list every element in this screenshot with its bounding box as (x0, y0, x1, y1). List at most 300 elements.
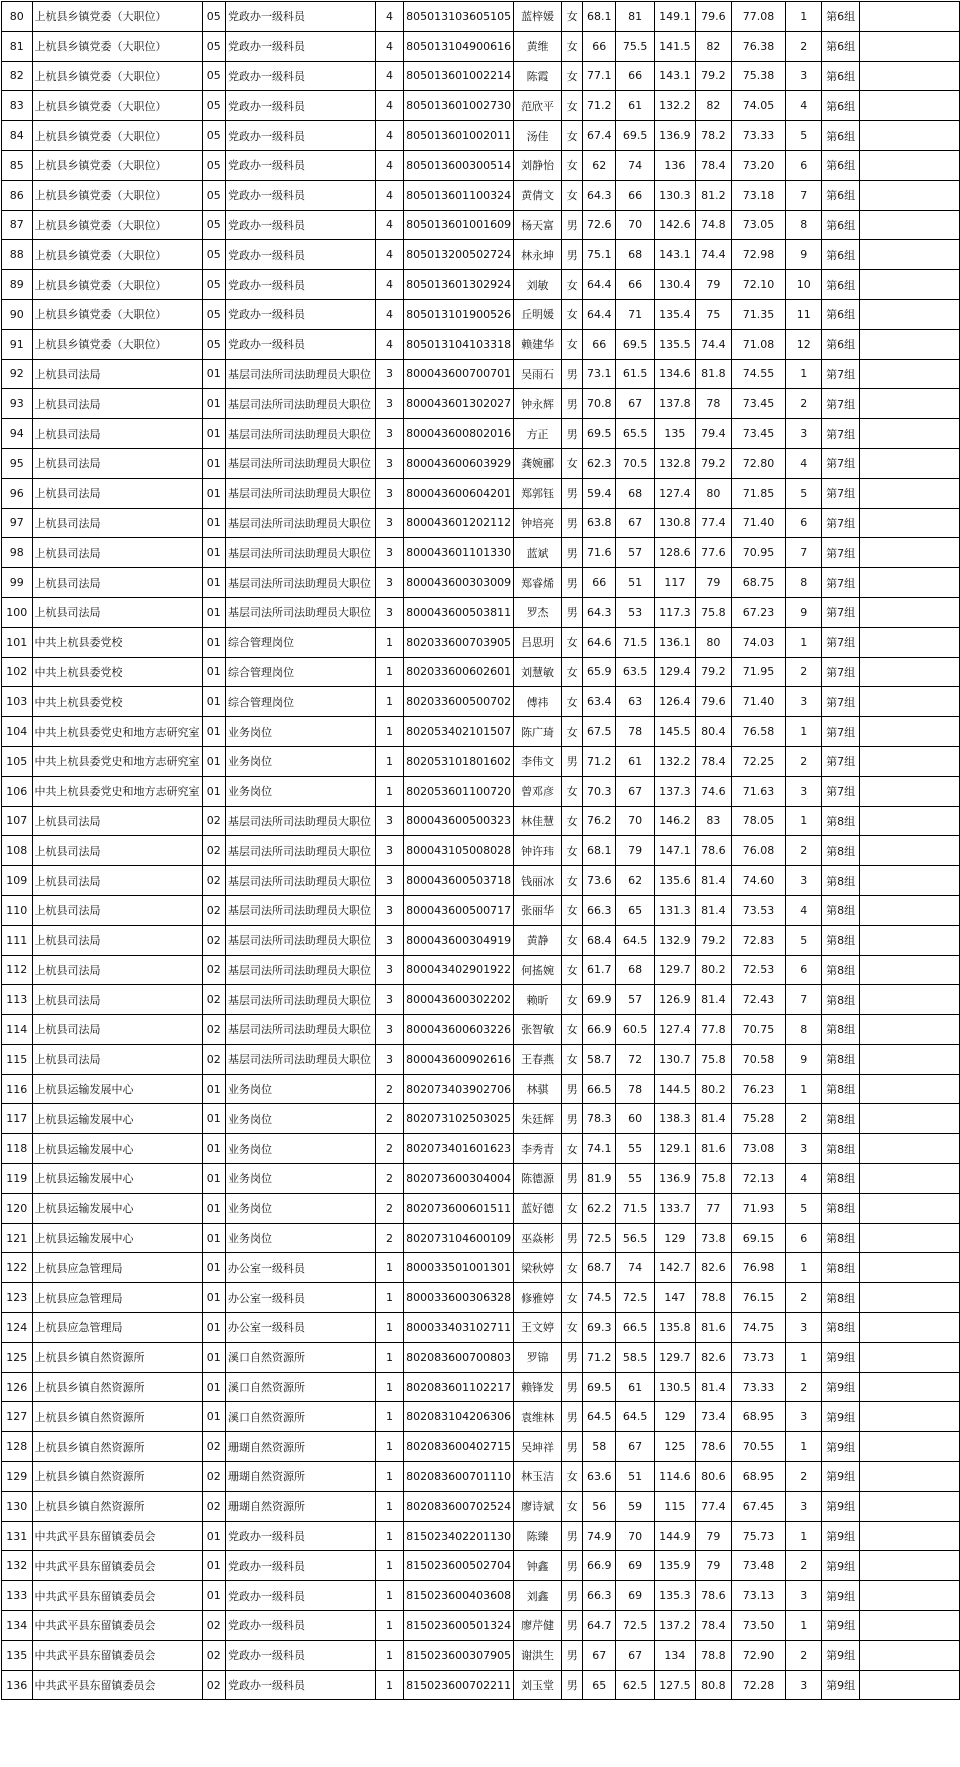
gender-cell: 男 (562, 1521, 583, 1551)
interview-score-cell: 79 (695, 270, 731, 300)
position-code-cell: 01 (202, 478, 226, 508)
written-score-b-cell: 63 (616, 687, 655, 717)
interview-score-cell: 81.4 (695, 895, 731, 925)
written-score-a-cell: 62 (583, 150, 616, 180)
hire-count-cell: 1 (375, 1551, 403, 1581)
group-cell: 第7组 (822, 746, 860, 776)
written-score-a-cell: 64.4 (583, 299, 616, 329)
department-cell: 上杭县乡镇自然资源所 (32, 1432, 202, 1462)
written-score-a-cell: 64.7 (583, 1611, 616, 1641)
final-score-cell: 73.33 (731, 121, 785, 151)
name-cell: 杨天富 (514, 210, 562, 240)
department-cell: 上杭县乡镇党委（大职位） (32, 180, 202, 210)
written-total-cell: 135.3 (655, 1581, 696, 1611)
remark-cell (859, 359, 959, 389)
table-row (2, 121, 960, 151)
remark-cell (859, 1551, 959, 1581)
hire-count-cell: 1 (375, 1670, 403, 1700)
written-score-a-cell: 73.6 (583, 866, 616, 896)
name-cell: 曾邓彦 (514, 776, 562, 806)
final-score-cell: 74.75 (731, 1313, 785, 1343)
department-cell: 上杭县运输发展中心 (32, 1164, 202, 1194)
name-cell: 巫焱彬 (514, 1223, 562, 1253)
written-score-a-cell: 69.5 (583, 1372, 616, 1402)
written-score-b-cell: 69 (616, 1581, 655, 1611)
gender-cell: 女 (562, 91, 583, 121)
department-cell: 上杭县乡镇党委（大职位） (32, 150, 202, 180)
hire-count-cell: 1 (375, 1342, 403, 1372)
interview-score-cell: 74.4 (695, 329, 731, 359)
final-score-cell: 73.05 (731, 210, 785, 240)
department-cell: 上杭县乡镇自然资源所 (32, 1342, 202, 1372)
exam-number-cell: 802033600703905 (404, 627, 514, 657)
gender-cell: 女 (562, 1491, 583, 1521)
table-row (2, 270, 960, 300)
name-cell: 郑睿烯 (514, 568, 562, 598)
rank-cell: 3 (786, 1670, 822, 1700)
position-code-cell: 01 (202, 776, 226, 806)
exam-number-cell: 815023402201130 (404, 1521, 514, 1551)
gender-cell: 男 (562, 1223, 583, 1253)
interview-score-cell: 73.4 (695, 1402, 731, 1432)
table-row (2, 508, 960, 538)
exam-number-cell: 815023600403608 (404, 1581, 514, 1611)
exam-number-cell: 800043600303009 (404, 568, 514, 598)
position-name-cell: 溪口自然资源所 (226, 1342, 376, 1372)
final-score-cell: 69.15 (731, 1223, 785, 1253)
group-cell: 第7组 (822, 597, 860, 627)
group-cell: 第9组 (822, 1342, 860, 1372)
interview-score-cell: 78.6 (695, 1432, 731, 1462)
interview-score-cell: 78.6 (695, 836, 731, 866)
name-cell: 蓝斌 (514, 538, 562, 568)
seq-cell: 128 (2, 1432, 33, 1462)
seq-cell: 109 (2, 866, 33, 896)
written-total-cell: 126.4 (655, 687, 696, 717)
remark-cell (859, 270, 959, 300)
written-total-cell: 132.8 (655, 448, 696, 478)
written-score-a-cell: 70.8 (583, 389, 616, 419)
written-score-a-cell: 74.9 (583, 1521, 616, 1551)
name-cell: 丘明媛 (514, 299, 562, 329)
written-total-cell: 127.5 (655, 1670, 696, 1700)
hire-count-cell: 3 (375, 1044, 403, 1074)
group-cell: 第6组 (822, 299, 860, 329)
seq-cell: 88 (2, 240, 33, 270)
position-code-cell: 01 (202, 419, 226, 449)
position-name-cell: 基层司法所司法助理员大职位 (226, 597, 376, 627)
position-code-cell: 02 (202, 836, 226, 866)
final-score-cell: 73.50 (731, 1611, 785, 1641)
interview-score-cell: 79.6 (695, 2, 731, 32)
table-row (2, 1402, 960, 1432)
position-name-cell: 党政办一级科员 (226, 1551, 376, 1581)
remark-cell (859, 2, 959, 32)
rank-cell: 3 (786, 776, 822, 806)
remark-cell (859, 866, 959, 896)
hire-count-cell: 1 (375, 1462, 403, 1492)
position-code-cell: 05 (202, 91, 226, 121)
final-score-cell: 70.95 (731, 538, 785, 568)
written-score-b-cell: 68 (616, 478, 655, 508)
table-row (2, 1044, 960, 1074)
group-cell: 第8组 (822, 925, 860, 955)
written-total-cell: 132.2 (655, 91, 696, 121)
department-cell: 上杭县运输发展中心 (32, 1074, 202, 1104)
seq-cell: 112 (2, 955, 33, 985)
hire-count-cell: 1 (375, 746, 403, 776)
seq-cell: 136 (2, 1670, 33, 1700)
exam-number-cell: 800033403102711 (404, 1313, 514, 1343)
final-score-cell: 75.38 (731, 61, 785, 91)
name-cell: 李伟文 (514, 746, 562, 776)
group-cell: 第8组 (822, 1134, 860, 1164)
interview-score-cell: 79.2 (695, 657, 731, 687)
hire-count-cell: 3 (375, 568, 403, 598)
name-cell: 王文婷 (514, 1313, 562, 1343)
written-total-cell: 137.8 (655, 389, 696, 419)
written-score-a-cell: 74.1 (583, 1134, 616, 1164)
position-code-cell: 02 (202, 1611, 226, 1641)
written-score-a-cell: 66.5 (583, 1074, 616, 1104)
remark-cell (859, 836, 959, 866)
name-cell: 罗杰 (514, 597, 562, 627)
interview-score-cell: 82.6 (695, 1253, 731, 1283)
table-row (2, 180, 960, 210)
written-score-a-cell: 71.2 (583, 91, 616, 121)
position-name-cell: 党政办一级科员 (226, 1581, 376, 1611)
written-total-cell: 137.2 (655, 1611, 696, 1641)
name-cell: 廖芹健 (514, 1611, 562, 1641)
written-score-a-cell: 63.8 (583, 508, 616, 538)
seq-cell: 117 (2, 1104, 33, 1134)
position-name-cell: 办公室一级科员 (226, 1313, 376, 1343)
remark-cell (859, 1313, 959, 1343)
hire-count-cell: 2 (375, 1074, 403, 1104)
rank-cell: 2 (786, 389, 822, 419)
exam-number-cell: 802083601102217 (404, 1372, 514, 1402)
position-name-cell: 溪口自然资源所 (226, 1372, 376, 1402)
position-name-cell: 业务岗位 (226, 1223, 376, 1253)
rank-cell: 12 (786, 329, 822, 359)
written-total-cell: 135 (655, 419, 696, 449)
final-score-cell: 72.28 (731, 1670, 785, 1700)
seq-cell: 114 (2, 1015, 33, 1045)
table-row (2, 210, 960, 240)
written-total-cell: 134.6 (655, 359, 696, 389)
position-name-cell: 党政办一级科员 (226, 91, 376, 121)
department-cell: 上杭县运输发展中心 (32, 1104, 202, 1134)
position-code-cell: 02 (202, 1462, 226, 1492)
group-cell: 第6组 (822, 210, 860, 240)
table-row (2, 717, 960, 747)
remark-cell (859, 1462, 959, 1492)
written-score-a-cell: 62.3 (583, 448, 616, 478)
written-score-b-cell: 53 (616, 597, 655, 627)
written-score-b-cell: 70.5 (616, 448, 655, 478)
group-cell: 第8组 (822, 1193, 860, 1223)
hire-count-cell: 4 (375, 121, 403, 151)
remark-cell (859, 1015, 959, 1045)
name-cell: 罗锦 (514, 1342, 562, 1372)
position-code-cell: 01 (202, 1521, 226, 1551)
remark-cell (859, 389, 959, 419)
position-code-cell: 02 (202, 895, 226, 925)
gender-cell: 女 (562, 1193, 583, 1223)
rank-cell: 1 (786, 1342, 822, 1372)
gender-cell: 女 (562, 687, 583, 717)
hire-count-cell: 4 (375, 299, 403, 329)
interview-score-cell: 80.8 (695, 1670, 731, 1700)
rank-cell: 3 (786, 1491, 822, 1521)
final-score-cell: 71.63 (731, 776, 785, 806)
department-cell: 上杭县乡镇党委（大职位） (32, 240, 202, 270)
department-cell: 上杭县司法局 (32, 568, 202, 598)
gender-cell: 女 (562, 2, 583, 32)
written-score-b-cell: 67 (616, 1640, 655, 1670)
written-total-cell: 133.7 (655, 1193, 696, 1223)
seq-cell: 89 (2, 270, 33, 300)
interview-score-cell: 82 (695, 31, 731, 61)
position-name-cell: 基层司法所司法助理员大职位 (226, 1015, 376, 1045)
group-cell: 第6组 (822, 91, 860, 121)
department-cell: 上杭县乡镇党委（大职位） (32, 270, 202, 300)
final-score-cell: 70.58 (731, 1044, 785, 1074)
department-cell: 中共上杭县委党史和地方志研究室 (32, 746, 202, 776)
group-cell: 第9组 (822, 1491, 860, 1521)
position-code-cell: 01 (202, 1581, 226, 1611)
final-score-cell: 72.13 (731, 1164, 785, 1194)
gender-cell: 男 (562, 508, 583, 538)
department-cell: 上杭县乡镇党委（大职位） (32, 210, 202, 240)
written-score-a-cell: 56 (583, 1491, 616, 1521)
position-code-cell: 02 (202, 806, 226, 836)
seq-cell: 97 (2, 508, 33, 538)
hire-count-cell: 2 (375, 1104, 403, 1134)
hire-count-cell: 3 (375, 359, 403, 389)
interview-score-cell: 80.4 (695, 717, 731, 747)
gender-cell: 女 (562, 925, 583, 955)
final-score-cell: 72.90 (731, 1640, 785, 1670)
seq-cell: 125 (2, 1342, 33, 1372)
hire-count-cell: 1 (375, 717, 403, 747)
name-cell: 张丽华 (514, 895, 562, 925)
group-cell: 第8组 (822, 836, 860, 866)
written-score-b-cell: 74 (616, 150, 655, 180)
remark-cell (859, 806, 959, 836)
exam-number-cell: 802053101801602 (404, 746, 514, 776)
department-cell: 上杭县司法局 (32, 359, 202, 389)
table-row (2, 1551, 960, 1581)
exam-number-cell: 800043600304919 (404, 925, 514, 955)
table-row (2, 866, 960, 896)
interview-score-cell: 75.8 (695, 1164, 731, 1194)
exam-number-cell: 805013601002730 (404, 91, 514, 121)
position-code-cell: 01 (202, 1193, 226, 1223)
position-code-cell: 01 (202, 448, 226, 478)
rank-cell: 6 (786, 150, 822, 180)
gender-cell: 女 (562, 1015, 583, 1045)
gender-cell: 女 (562, 1134, 583, 1164)
interview-score-cell: 78.4 (695, 150, 731, 180)
table-row (2, 1283, 960, 1313)
table-row (2, 299, 960, 329)
position-code-cell: 01 (202, 538, 226, 568)
rank-cell: 6 (786, 1223, 822, 1253)
hire-count-cell: 2 (375, 1223, 403, 1253)
group-cell: 第6组 (822, 329, 860, 359)
written-score-a-cell: 71.6 (583, 538, 616, 568)
written-score-b-cell: 59 (616, 1491, 655, 1521)
table-row (2, 895, 960, 925)
remark-cell (859, 895, 959, 925)
position-name-cell: 基层司法所司法助理员大职位 (226, 836, 376, 866)
remark-cell (859, 687, 959, 717)
position-code-cell: 02 (202, 955, 226, 985)
group-cell: 第9组 (822, 1551, 860, 1581)
seq-cell: 100 (2, 597, 33, 627)
department-cell: 上杭县司法局 (32, 866, 202, 896)
written-total-cell: 129.4 (655, 657, 696, 687)
written-total-cell: 117 (655, 568, 696, 598)
group-cell: 第7组 (822, 419, 860, 449)
remark-cell (859, 419, 959, 449)
exam-number-cell: 802083600702524 (404, 1491, 514, 1521)
name-cell: 郑郭钰 (514, 478, 562, 508)
group-cell: 第9组 (822, 1462, 860, 1492)
department-cell: 上杭县乡镇党委（大职位） (32, 91, 202, 121)
seq-cell: 104 (2, 717, 33, 747)
department-cell: 上杭县司法局 (32, 985, 202, 1015)
final-score-cell: 71.40 (731, 508, 785, 538)
rank-cell: 2 (786, 1462, 822, 1492)
final-score-cell: 76.23 (731, 1074, 785, 1104)
hire-count-cell: 4 (375, 210, 403, 240)
interview-score-cell: 73.8 (695, 1223, 731, 1253)
department-cell: 上杭县司法局 (32, 925, 202, 955)
table-row (2, 31, 960, 61)
interview-score-cell: 80 (695, 478, 731, 508)
table-row (2, 1253, 960, 1283)
interview-score-cell: 81.4 (695, 1104, 731, 1134)
exam-number-cell: 815023600702211 (404, 1670, 514, 1700)
gender-cell: 男 (562, 1104, 583, 1134)
seq-cell: 123 (2, 1283, 33, 1313)
written-total-cell: 145.5 (655, 717, 696, 747)
position-code-cell: 01 (202, 568, 226, 598)
gender-cell: 男 (562, 1164, 583, 1194)
written-total-cell: 132.2 (655, 746, 696, 776)
name-cell: 钟许玮 (514, 836, 562, 866)
position-name-cell: 基层司法所司法助理员大职位 (226, 419, 376, 449)
final-score-cell: 73.18 (731, 180, 785, 210)
position-code-cell: 01 (202, 746, 226, 776)
seq-cell: 90 (2, 299, 33, 329)
seq-cell: 84 (2, 121, 33, 151)
rank-cell: 10 (786, 270, 822, 300)
remark-cell (859, 1521, 959, 1551)
position-code-cell: 05 (202, 2, 226, 32)
final-score-cell: 73.20 (731, 150, 785, 180)
position-name-cell: 基层司法所司法助理员大职位 (226, 985, 376, 1015)
gender-cell: 女 (562, 836, 583, 866)
written-score-b-cell: 51 (616, 568, 655, 598)
rank-cell: 2 (786, 657, 822, 687)
name-cell: 钱丽冰 (514, 866, 562, 896)
gender-cell: 男 (562, 1432, 583, 1462)
gender-cell: 女 (562, 1044, 583, 1074)
rank-cell: 8 (786, 568, 822, 598)
gender-cell: 女 (562, 121, 583, 151)
interview-score-cell: 78.8 (695, 1640, 731, 1670)
group-cell: 第9组 (822, 1372, 860, 1402)
written-score-b-cell: 67 (616, 1432, 655, 1462)
final-score-cell: 72.25 (731, 746, 785, 776)
seq-cell: 115 (2, 1044, 33, 1074)
written-total-cell: 138.3 (655, 1104, 696, 1134)
rank-cell: 3 (786, 1402, 822, 1432)
position-code-cell: 01 (202, 1313, 226, 1343)
exam-number-cell: 815023600307905 (404, 1640, 514, 1670)
position-name-cell: 基层司法所司法助理员大职位 (226, 538, 376, 568)
interview-score-cell: 81.4 (695, 866, 731, 896)
table-row (2, 657, 960, 687)
exam-number-cell: 800043600302202 (404, 985, 514, 1015)
remark-cell (859, 985, 959, 1015)
remark-cell (859, 1193, 959, 1223)
hire-count-cell: 3 (375, 389, 403, 419)
written-total-cell: 143.1 (655, 240, 696, 270)
name-cell: 吕思玥 (514, 627, 562, 657)
rank-cell: 7 (786, 985, 822, 1015)
exam-number-cell: 800033600306328 (404, 1283, 514, 1313)
hire-count-cell: 3 (375, 508, 403, 538)
position-name-cell: 基层司法所司法助理员大职位 (226, 359, 376, 389)
written-score-a-cell: 65.9 (583, 657, 616, 687)
hire-count-cell: 3 (375, 955, 403, 985)
department-cell: 上杭县运输发展中心 (32, 1193, 202, 1223)
written-score-b-cell: 55 (616, 1164, 655, 1194)
final-score-cell: 76.58 (731, 717, 785, 747)
position-code-cell: 02 (202, 1491, 226, 1521)
written-score-b-cell: 66 (616, 180, 655, 210)
written-score-a-cell: 58.7 (583, 1044, 616, 1074)
exam-number-cell: 802083104206306 (404, 1402, 514, 1432)
rank-cell: 9 (786, 597, 822, 627)
position-code-cell: 01 (202, 1283, 226, 1313)
final-score-cell: 73.53 (731, 895, 785, 925)
exam-number-cell: 800043600503718 (404, 866, 514, 896)
hire-count-cell: 1 (375, 1491, 403, 1521)
remark-cell (859, 91, 959, 121)
position-name-cell: 党政办一级科员 (226, 240, 376, 270)
rank-cell: 5 (786, 478, 822, 508)
position-code-cell: 01 (202, 1342, 226, 1372)
exam-number-cell: 800043402901922 (404, 955, 514, 985)
written-score-b-cell: 71.5 (616, 1193, 655, 1223)
exam-number-cell: 800043601202112 (404, 508, 514, 538)
department-cell: 上杭县乡镇自然资源所 (32, 1372, 202, 1402)
exam-number-cell: 802083600402715 (404, 1432, 514, 1462)
department-cell: 上杭县司法局 (32, 448, 202, 478)
rank-cell: 1 (786, 1074, 822, 1104)
written-total-cell: 135.9 (655, 1551, 696, 1581)
department-cell: 上杭县应急管理局 (32, 1313, 202, 1343)
position-name-cell: 党政办一级科员 (226, 31, 376, 61)
name-cell: 修雅婷 (514, 1283, 562, 1313)
position-name-cell: 党政办一级科员 (226, 2, 376, 32)
table-row (2, 955, 960, 985)
